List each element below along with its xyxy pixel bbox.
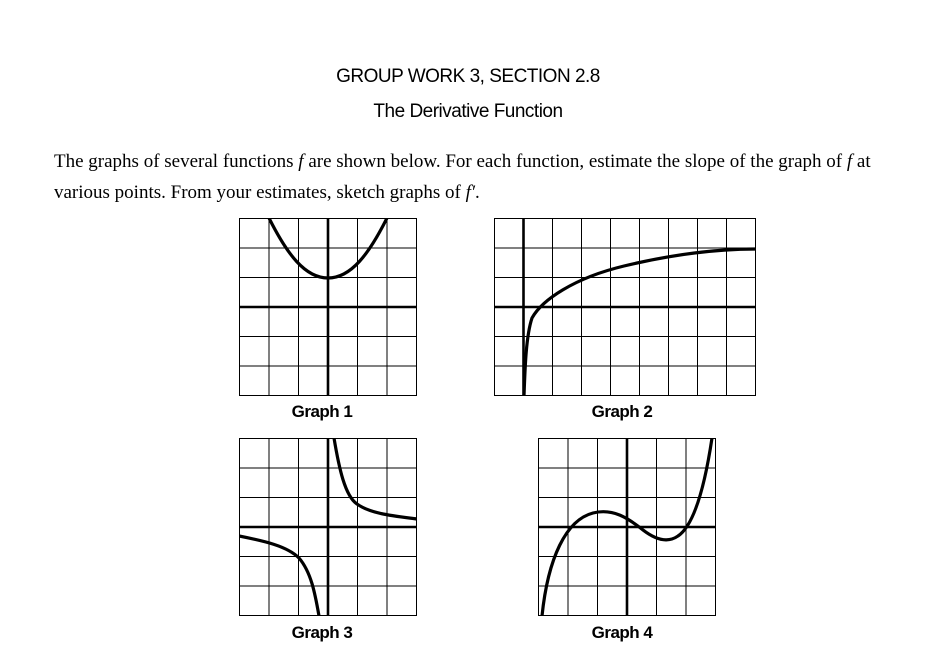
graph-3: [239, 438, 417, 616]
instructions-paragraph: [54, 146, 924, 208]
page-title: GROUP WORK 3, SECTION 2.8: [336, 66, 600, 87]
graph-3-axes: [239, 438, 417, 616]
graph-3-curve-right: [334, 438, 417, 519]
graph-2-caption: Graph 2: [591, 402, 653, 421]
graph-2: [494, 218, 756, 396]
graph-4-caption: Graph 4: [591, 623, 653, 642]
function-symbol-f-prime: f′: [465, 182, 476, 203]
graph-1-caption: Graph 1: [291, 402, 353, 421]
graph-1: [239, 218, 417, 396]
graph-1-axes: [239, 218, 417, 396]
graph-4: [538, 438, 716, 616]
graph-3-caption: Graph 3: [291, 623, 353, 642]
graph-3-curve-left: [239, 536, 319, 616]
instructions-text-2: are shown below. For each function, estimate the slope of the graph of: [303, 151, 847, 172]
instructions-text-3: at various points. From your estimates, sketch graphs of: [54, 151, 871, 203]
instructions-text-4: .: [475, 182, 480, 203]
graph-2-axes: [494, 218, 756, 396]
instructions-text-1: The graphs of several functions: [54, 151, 299, 172]
page-subtitle: The Derivative Function: [373, 101, 563, 122]
function-symbol-f: f: [298, 151, 304, 172]
function-symbol-f: f: [846, 151, 853, 172]
graph-4-axes: [538, 438, 716, 616]
